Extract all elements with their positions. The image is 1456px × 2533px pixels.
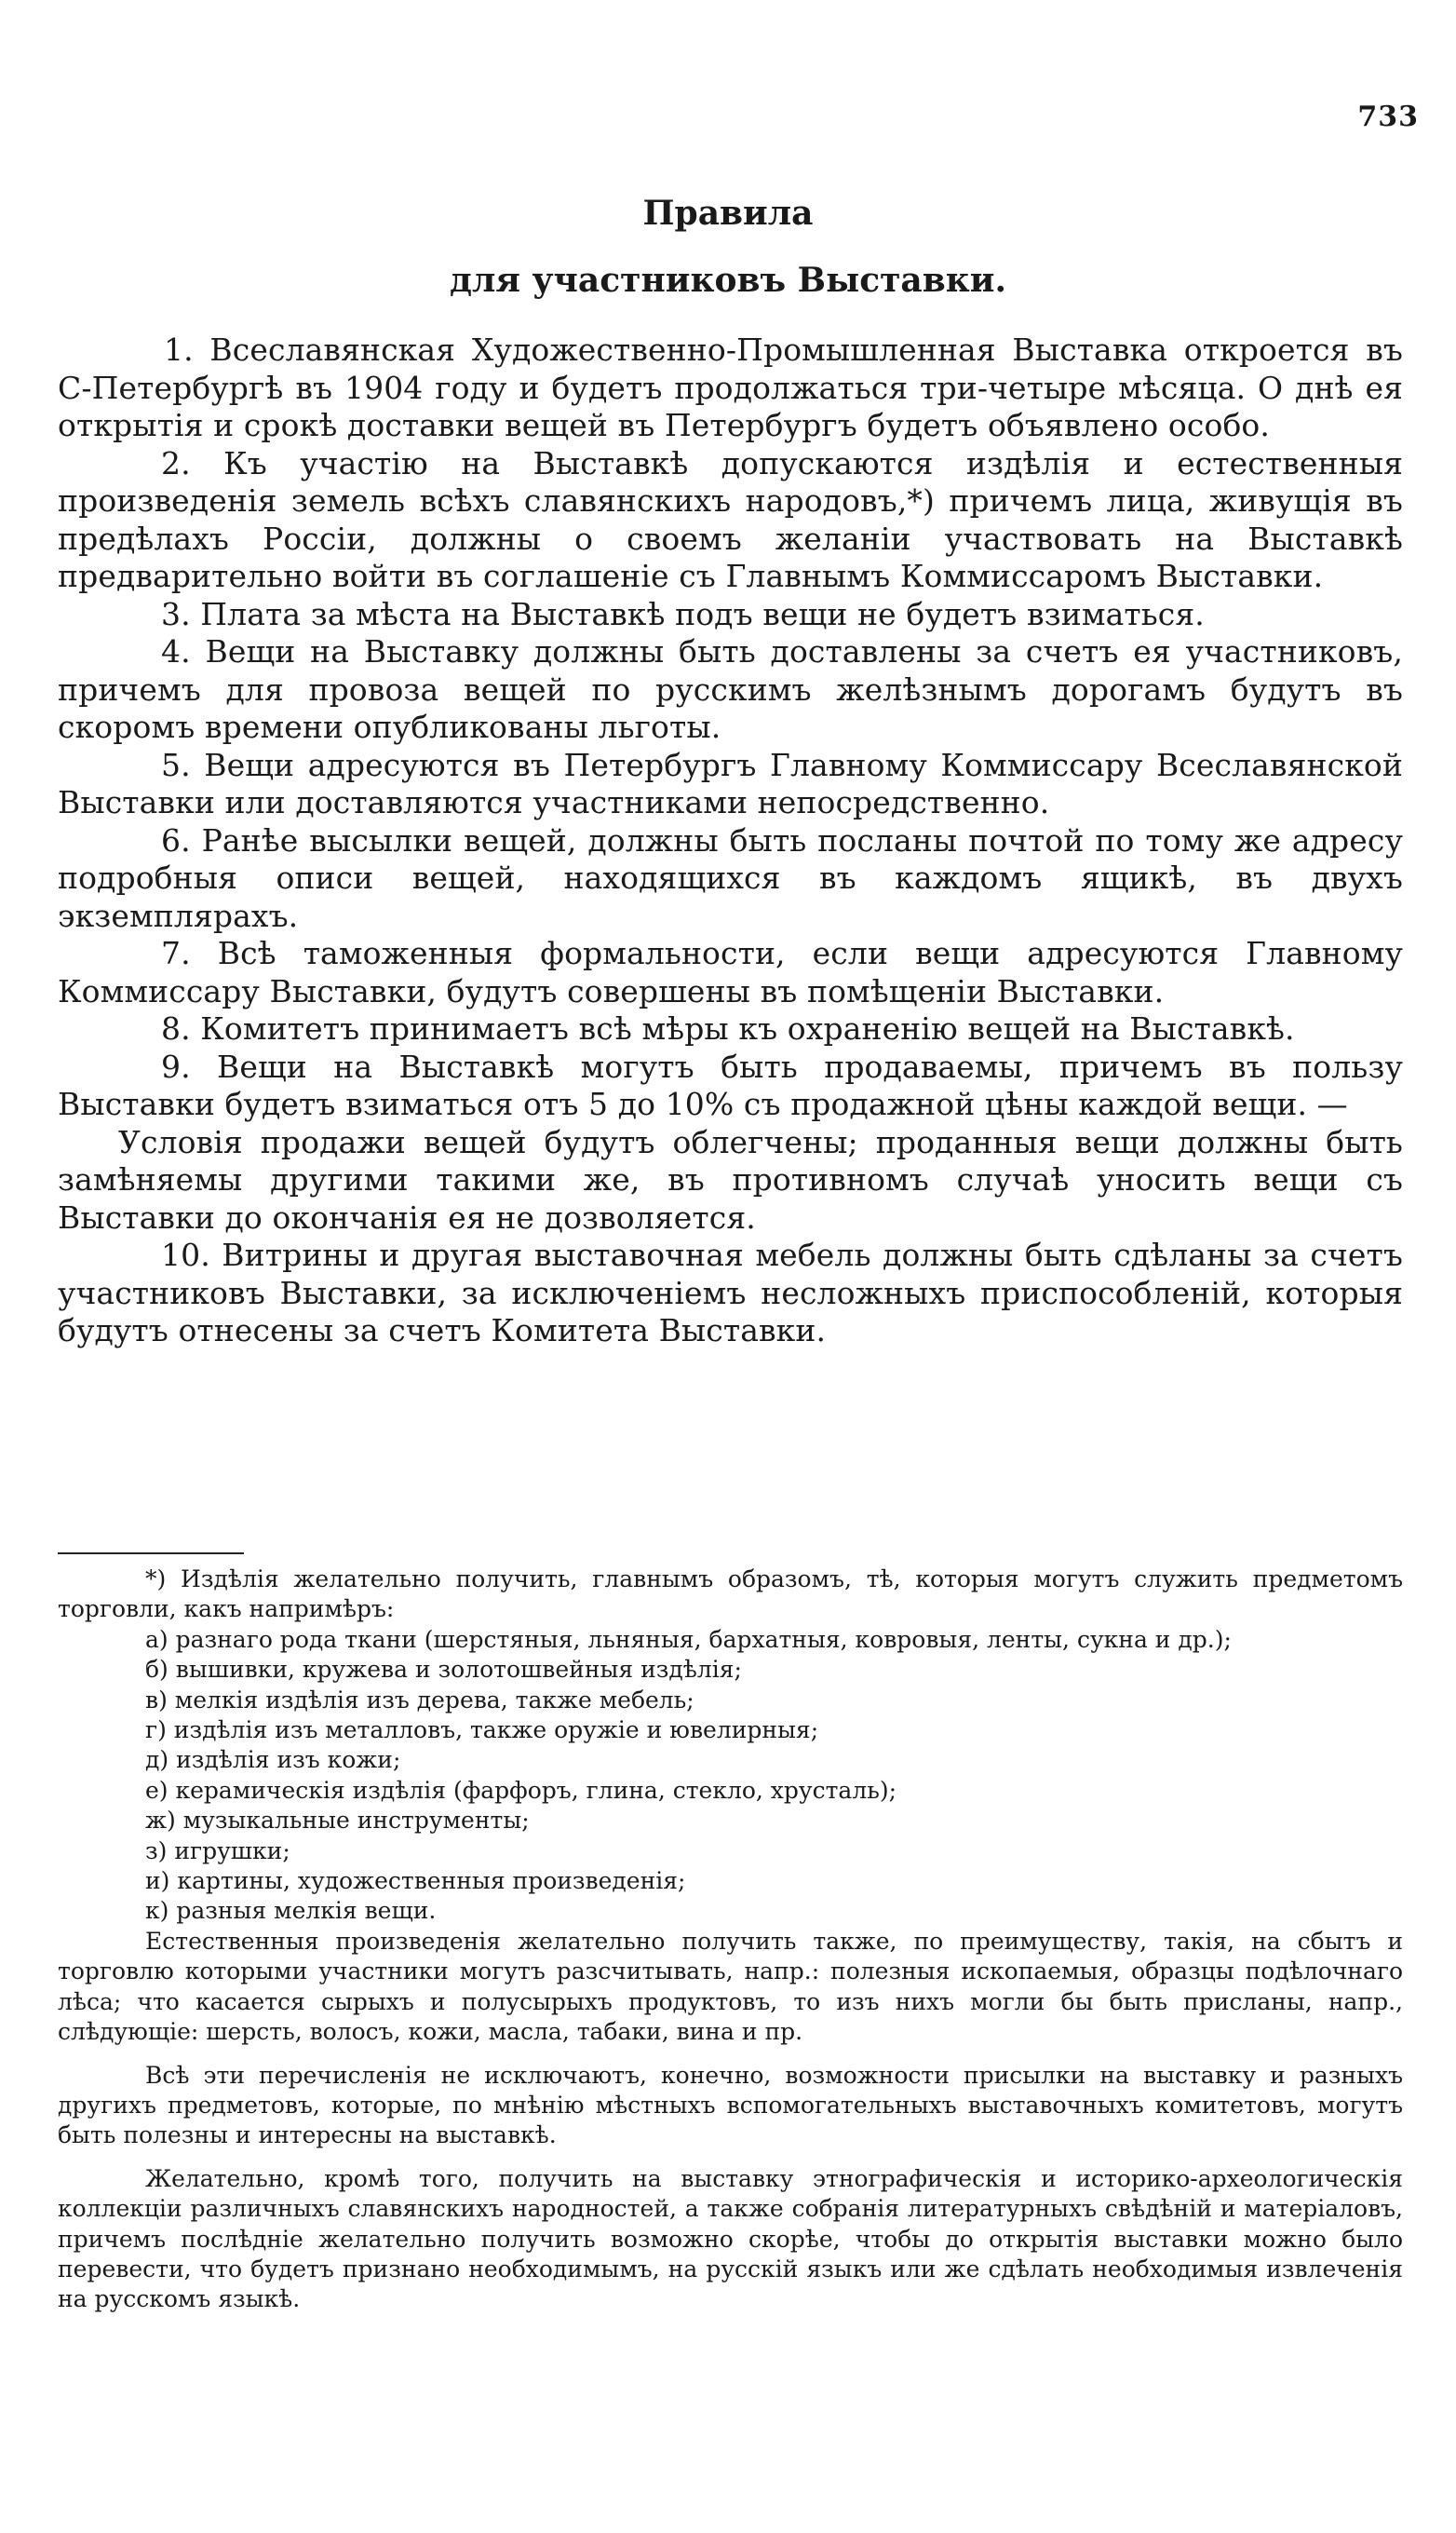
footnote-list [58,1625,1403,1927]
footnote-enumeration-note: Всѣ эти перечисленія не исключаютъ, конечно, возможности присылки на выставку и разныхъ другихъ предметовъ, которые, по мнѣнію мѣстныхъ вспомогательныхъ выставочныхъ комитетовъ, могутъ быть полезны и интересны на выставкѣ. [58,2061,1403,2149]
rule-7: 7. Всѣ таможенныя формальности, если вещи адресуются Главному Коммиссару Выставки, будутъ совершены въ помѣщеніи Выставки. [58,935,1403,1009]
footnote-collections-note: Желательно, кромѣ того, получить на выставку этнографическія и историко-археологическія коллекціи различныхъ славянскихъ народностей, а также собранія литературныхъ свѣдѣній и матеріаловъ, причемъ послѣдніе желательно получить возможно скорѣе, чтобы до открытія выставки можно было перевести, что будетъ признано необходимымъ, на русскій языкъ или же сдѣлать необходимыя извлеченія на русскомъ языкѣ. [58,2164,1403,2313]
footnote-block [58,1564,1403,2315]
rule-1: 1. Всеславянская Художественно-Промышленная Выставка откроется въ С-Петербургѣ въ 1904 году и будетъ продолжаться три-четыре мѣсяца. О днѣ ея открытія и срокѣ доставки вещей въ Петербургъ будетъ объявлено особо. [58,332,1403,443]
rule-8: 8. Комитетъ принимаетъ всѣ мѣры къ охраненію вещей на Выставкѣ. [161,1010,1295,1047]
rule-4: 4. Вещи на Выставку должны быть доставлены за счетъ ея участниковъ, причемъ для провоза вещей по русскимъ желѣзнымъ дорогамъ будутъ въ скоромъ времени опубликованы льготы. [58,633,1403,745]
footnote-lead: *) Издѣлія желательно получить, главнымъ образомъ, тѣ, которыя могутъ служить предметомъ торговли, какъ напримѣръ: [58,1565,1403,1623]
rule-9-conditions: Условія продажи вещей будутъ облегчены; проданныя вещи должны быть замѣняемы другими такими же, въ противномъ случаѣ уносить вещи съ Выставки до окончанія ея не дозволяется. [58,1123,1403,1236]
rules-body [58,332,1403,1350]
rule-5: 5. Вещи адресуются въ Петербургъ Главному Коммиссару Всеславянской Выставки или доставляются участниками непосредственно. [58,746,1403,820]
list-item: б) вышивки, кружева и золотошвейныя издѣлія; [145,1656,742,1684]
footnote-divider [58,1552,244,1554]
list-item: г) издѣлія изъ металловъ, также оружіе и ювелирныя; [145,1716,819,1744]
list-item: д) издѣлія изъ кожи; [145,1746,401,1774]
list-item: ж) музыкальные инструменты; [145,1807,530,1835]
page-number: 733 [1357,101,1419,133]
rule-10: 10. Витрины и другая выставочная мебель должны быть сдѣланы за счетъ участниковъ Выставки, за исключеніемъ несложныхъ приспособленій, которыя будутъ отнесены за счетъ Комитета Выставки. [58,1237,1403,1348]
rule-9: 9. Вещи на Выставкѣ могутъ быть продаваемы, причемъ въ пользу Выставки будетъ взиматься отъ 5 до 10% съ продажной цѣны каждой вещи. — [58,1048,1403,1122]
list-item: а) разнаго рода ткани (шерстяныя, льняныя, бархатныя, ковровыя, ленты, сукна и др.); [145,1625,1232,1653]
list-item: в) мелкія издѣлія изъ дерева, также мебель; [145,1686,694,1714]
rule-2: 2. Къ участію на Выставкѣ допускаются издѣлія и естественныя произведенія земель всѣхъ славянскихъ народовъ,*) причемъ лица, живущія въ предѣлахъ Россіи, должны о своемъ желаніи участвовать на Выставкѣ предварительно войти въ соглашеніе съ Главнымъ Коммиссаромъ Выставки. [58,444,1403,594]
list-item: е) керамическія издѣлія (фарфоръ, глина, стекло, хрусталь); [145,1776,897,1804]
list-item: з) игрушки; [145,1836,290,1864]
rule-3: 3. Плата за мѣста на Выставкѣ подъ вещи не будетъ взиматься. [161,595,1205,632]
page-title: Правила [642,194,814,233]
page-subtitle: для участниковъ Выставки. [450,261,1006,300]
list-item: и) картины, художественныя произведенія; [145,1867,686,1895]
rule-6: 6. Ранѣе высылки вещей, должны быть посланы почтой по тому же адресу подробныя описи вещей, находящихся въ каждомъ ящикѣ, въ двухъ экземплярахъ. [58,821,1403,934]
footnote-natural-products: Естественныя произведенія желательно получить также, по преимуществу, такія, на сбытъ и торговлю которыми участники могутъ разсчитывать, напр.: полезныя ископаемыя, образцы подѣлочнаго лѣса; что касается сырыхъ и полусырыхъ продуктовъ, то изъ нихъ могли бы быть присланы, напр., слѣдующіе: шерсть, волосъ, кожи, масла, табаки, вина и пр. [58,1927,1403,2046]
list-item: к) разныя мелкія вещи. [145,1897,437,1925]
